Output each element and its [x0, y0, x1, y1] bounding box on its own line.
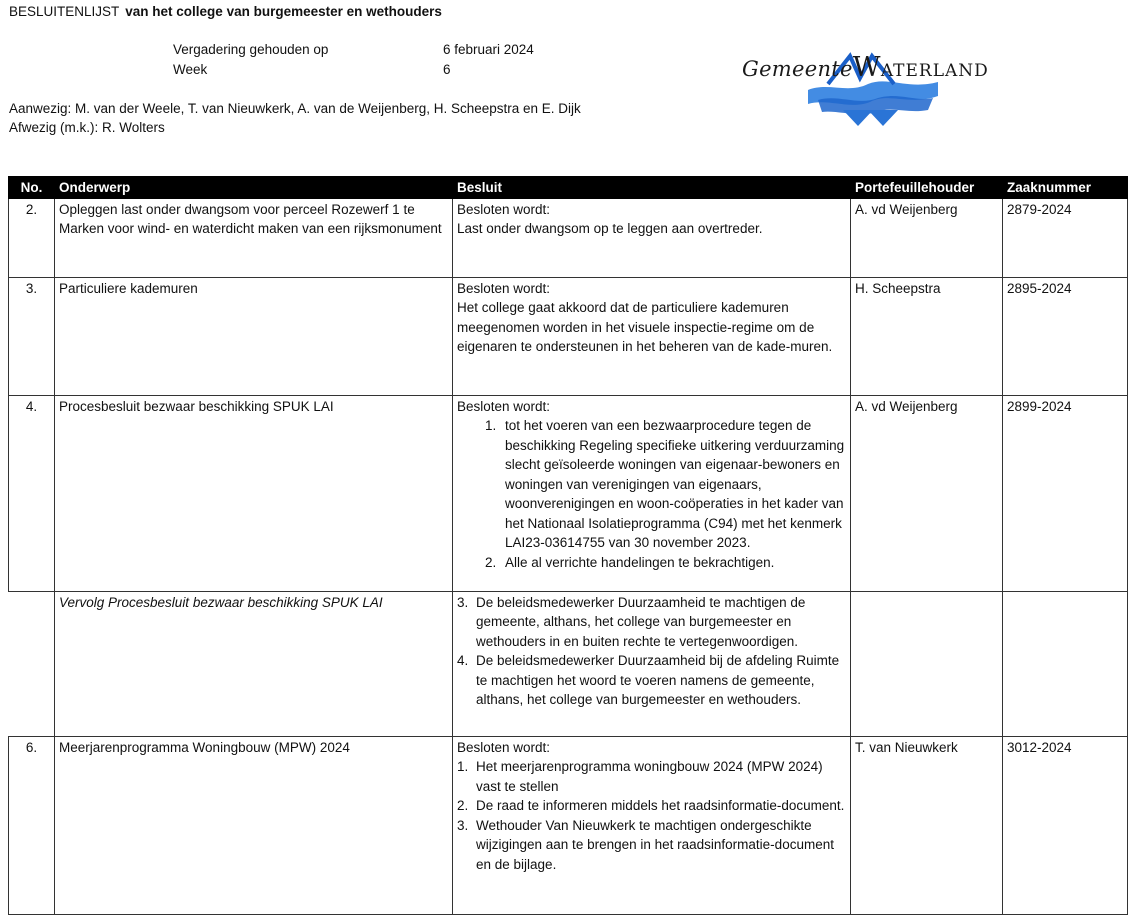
list-item-text: De raad te informeren middels het raadsinformatie-document.	[476, 798, 845, 813]
row-case-number: 2895-2024	[1003, 277, 1128, 395]
list-item-number: 4.	[457, 653, 469, 668]
decision-list	[457, 757, 846, 874]
meeting-label: Vergadering gehouden op	[173, 42, 329, 57]
decision-list	[457, 593, 846, 710]
row-subject: Opleggen last onder dwangsom voor perceel Rozewerf 1 te Marken voor wind- en waterdicht maken van een rijksmonument	[55, 198, 453, 277]
list-item-text: De beleidsmedewerker Duurzaamheid te machtigen de gemeente, althans, het college van burgemeester en wethouders in en buiten rechte te vertegenwoordigen.	[476, 594, 806, 649]
row-case-number	[1003, 591, 1128, 736]
list-item-number: 3.	[457, 594, 469, 610]
present-list: Aanwezig: M. van der Weele, T. van Nieuwkerk, A. van de Weijenberg, H. Scheepstra en E. Dijk	[9, 101, 581, 116]
table-header-row	[9, 177, 1128, 199]
list-item-text: Wethouder Van Nieuwkerk te machtigen ondergeschikte wijzigingen aan te brengen in het raadsinformatie-document en de bijlage.	[476, 817, 834, 872]
decision-text: Last onder dwangsom op te leggen aan overtreder.	[457, 221, 763, 236]
col-header-case: Zaaknummer	[1003, 177, 1128, 199]
col-header-decision: Besluit	[453, 177, 851, 199]
list-item-text: tot het voeren van een bezwaarprocedure tegen de beschikking Regeling specifieke uitkering verduurzaming slecht geïsoleerde woningen van eigenaar-bewoners en woningen van verenigingen van eigenaars, woonverenigingen en woon-coöperaties in het kader van het Nationaal Isolatieprogramma (C94) met het kenmerk LAI23-03614755 van 30 november 2023.	[505, 418, 845, 550]
row-holder: T. van Nieuwkerk	[851, 736, 1003, 914]
logo-w: W	[852, 52, 881, 83]
table-row	[9, 198, 1128, 277]
row-decision	[453, 591, 851, 736]
logo-wordmark	[742, 52, 989, 83]
decision-list	[457, 416, 846, 572]
col-header-holder: Portefeuillehouder	[851, 177, 1003, 199]
row-holder	[851, 591, 1003, 736]
title-main: BESLUITENLIJST	[9, 4, 120, 19]
logo-prefix: Gemeente	[742, 57, 853, 81]
list-item-text: Het meerjarenprogramma woningbouw 2024 (MPW 2024) vast te stellen	[476, 759, 823, 794]
list-item	[457, 757, 846, 796]
list-item	[457, 651, 846, 710]
list-item-number: 3.	[457, 817, 469, 833]
row-case-number: 2879-2024	[1003, 198, 1128, 277]
list-item-text: Alle al verrichte handelingen te bekrachtigen.	[505, 554, 775, 570]
row-decision	[453, 198, 851, 277]
row-number: 3.	[9, 277, 55, 395]
row-number: 6.	[9, 736, 55, 914]
row-subject: Procesbesluit bezwaar beschikking SPUK LAI	[55, 395, 453, 591]
row-decision	[453, 277, 851, 395]
list-item	[457, 416, 846, 553]
table-row	[9, 591, 1128, 736]
table-row	[9, 277, 1128, 395]
decision-intro: Besloten wordt:	[457, 201, 551, 217]
week-label: Week	[173, 62, 208, 77]
decision-text: Het college gaat akkoord dat de particuliere kademuren meegenomen worden in het visuele inspectie-regime om de eigenaren te ondersteunen in het beheren van de kade-muren.	[457, 300, 833, 354]
list-item-number: 2.	[457, 798, 469, 813]
row-subject: Particuliere kademuren	[55, 277, 453, 395]
row-holder: A. vd Weijenberg	[851, 198, 1003, 277]
row-subject: Vervolg Procesbesluit bezwaar beschikking SPUK LAI	[55, 591, 453, 736]
document-title	[9, 2, 442, 22]
row-number	[9, 591, 55, 736]
decisions-table	[8, 176, 1128, 915]
title-subtitle: van het college van burgemeester en wethouders	[125, 4, 442, 19]
list-item-number: 2.	[485, 554, 497, 570]
table-row	[9, 736, 1128, 914]
absent-list: Afwezig (m.k.): R. Wolters	[9, 120, 165, 135]
list-item	[457, 593, 846, 652]
row-holder: A. vd Weijenberg	[851, 395, 1003, 591]
table-row	[9, 395, 1128, 591]
row-subject: Meerjarenprogramma Woningbouw (MPW) 2024	[55, 736, 453, 914]
row-number: 2.	[9, 198, 55, 277]
list-item-number: 1.	[485, 418, 497, 433]
decision-intro: Besloten wordt:	[457, 739, 551, 755]
week-value: 6	[443, 62, 451, 77]
row-holder: H. Scheepstra	[851, 277, 1003, 395]
meeting-date: 6 februari 2024	[443, 42, 534, 57]
list-item	[457, 796, 846, 816]
row-decision	[453, 395, 851, 591]
row-case-number: 3012-2024	[1003, 736, 1128, 914]
col-header-subject: Onderwerp	[55, 177, 453, 199]
decision-intro: Besloten wordt:	[457, 280, 551, 296]
row-decision	[453, 736, 851, 914]
list-item	[457, 816, 846, 875]
list-item-text: De beleidsmedewerker Duurzaamheid bij de afdeling Ruimte te machtigen het woord te voeren namens de gemeente, althans, het college van burgemeester en wethouders.	[476, 653, 840, 707]
list-item-number: 1.	[457, 759, 469, 774]
list-item	[457, 553, 846, 573]
row-case-number: 2899-2024	[1003, 395, 1128, 591]
logo-rest: ATERLAND	[880, 61, 989, 81]
row-number: 4.	[9, 395, 55, 591]
col-header-no: No.	[9, 177, 55, 199]
decision-intro: Besloten wordt:	[457, 398, 551, 414]
municipality-logo	[738, 48, 1008, 128]
